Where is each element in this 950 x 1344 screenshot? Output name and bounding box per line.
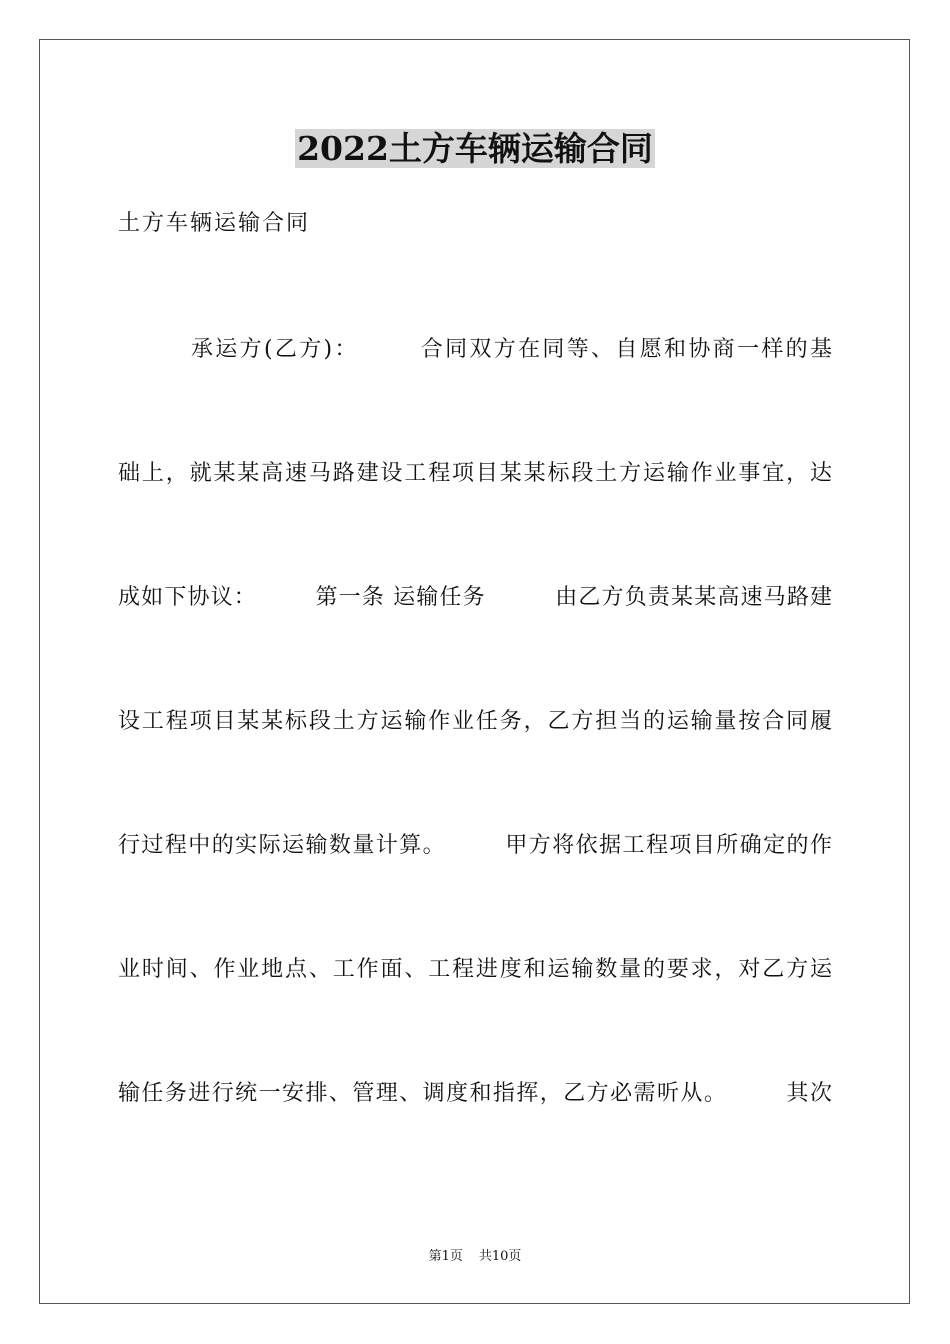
body-line-5: 行过程中的实际运输数量计算。 甲方将依据工程项目所确定的作 (118, 833, 832, 858)
body-line-6: 业时间、作业地点、工作面、工程进度和运输数量的要求，对乙方运 (118, 957, 832, 982)
document-title (0, 125, 950, 173)
document-title-text: 2022土方车辆运输合同 (297, 129, 653, 168)
current-page-indicator: 第1页 (428, 1249, 463, 1264)
total-pages-indicator: 共10页 (478, 1249, 522, 1264)
body-line-2: 础上，就某某高速马路建设工程项目某某标段土方运输作业事宜，达 (118, 461, 832, 486)
page-footer (0, 1248, 950, 1266)
body-line-3: 成如下协议： 第一条 运输任务 由乙方负责某某高速马路建 (118, 585, 832, 610)
document-subtitle: 土方车辆运输合同 (118, 211, 311, 236)
body-line-7: 输任务进行统一安排、管理、调度和指挥，乙方必需听从。 其次 (118, 1081, 832, 1106)
body-line-1: 承运方(乙方)： 合同双方在同等、自愿和协商一样的基 (118, 337, 832, 362)
body-line-4: 设工程项目某某标段土方运输作业任务，乙方担当的运输量按合同履 (118, 709, 832, 734)
